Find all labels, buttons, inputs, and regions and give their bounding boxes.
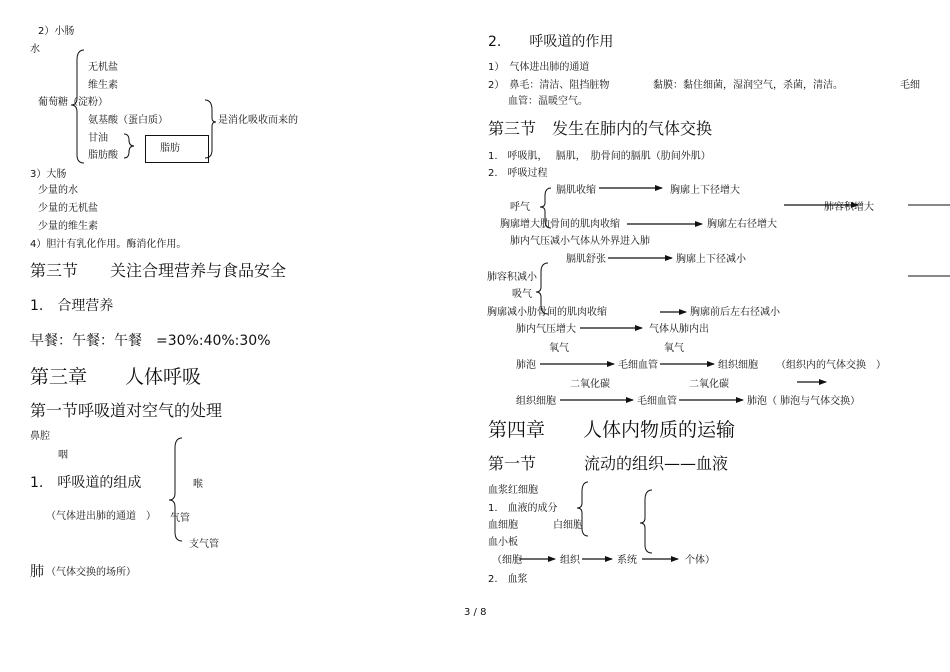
chapter4-title: 第四章 人体内物质的运输 [488,419,736,441]
bile-note: 4）胆汁有乳化作用。酶消化作用。 [30,239,187,250]
blood-cell-label: 血细胞 [488,520,518,531]
little-salt-label: 少量的无机盐 [38,203,98,214]
thorax-front-down-label: 胸廓前后左右径减小 [690,307,780,318]
function-item-2-capillary: 毛细 [900,80,920,91]
function-item-2-blood-vessel: 血管：温暖空气。 [508,96,588,107]
glycerol-brace [124,134,134,158]
pressure-up-label: 肺内气压增大 [516,324,576,335]
thorax-vertical-down-label: 胸廓上下径减小 [676,254,746,265]
fatty-acid-label: 脂肪酸 [88,150,118,161]
inhale-label: 呼气 [510,202,530,213]
large-intestine-heading: 3）大肠 [30,169,67,180]
section3-title: 第三节 关注合理营养与食品安全 [30,261,287,280]
little-water-label: 少量的水 [38,185,78,196]
respiratory-muscles: 1. 呼吸肌， 膈肌， 肋骨间的膈肌（肋间外肌） [488,151,711,162]
glucose-label: 葡萄糖（淀粉） [38,97,108,108]
white-blood-cell-label: 白细胞 [553,520,583,531]
blood-components-heading: 1. 血液的成分 [488,503,558,514]
lung-volume-up-label: 肺容积增大 [824,202,874,213]
co2-label-2: 二氧化碳 [689,379,729,390]
intercostal-relax-label: 胸廓减小肋骨间的肌肉收缩 [487,307,607,318]
lung-volume-down-label: 肺容积减小 [487,272,537,283]
system-label: 系统 [617,555,637,566]
breathing-process-heading: 2. 呼吸过程 [488,168,548,179]
oxygen-label-1: 氧气 [549,343,569,354]
tissue-cell-label-2: 组织细胞 [516,396,556,407]
glycerol-label: 甘油 [88,133,108,144]
pharynx-label: 咽 [58,450,68,461]
airway-composition-heading: 1. 呼吸道的组成 [30,475,142,491]
trachea-label: 气管 [170,513,190,524]
capillary-label-2: 毛细血管 [637,396,677,407]
gas-out-label: 气体从肺内出 [649,324,709,335]
lung-note: （气体交换的场所） [46,567,136,578]
water-label: 水 [30,44,40,55]
capillary-label-1: 毛细血管 [618,360,658,371]
intercostal-contract-label: 胸廓增大肋骨间的肌肉收缩 [500,219,620,230]
thorax-vertical-up-label: 胸廓上下径增大 [670,185,740,196]
blood-cells-brace [640,490,652,553]
meal-ratio: 早餐：午餐：午餐 =30%:40%:30% [30,333,271,349]
digestion-products-note: 是消化吸收而来的 [218,115,298,126]
individual-label: 个体） [685,555,715,566]
lung-label: 肺 [30,564,44,580]
section1-title: 第一节呼吸道对空气的处理 [30,401,223,420]
bronchus-label: 支气管 [189,539,219,550]
reasonable-nutrition-heading: 1. 合理营养 [30,298,114,314]
tissue-gas-exchange-note: （组织内的气体交换 ） [776,360,886,371]
page-number: 3 / 8 [464,607,487,618]
function-item-2: 2） 鼻毛：清洁、阻挡脏物 [488,80,610,91]
diaphragm-contract-label: 膈肌收缩 [556,185,596,196]
tissue-cell-label-1: 组织细胞 [718,360,758,371]
nasal-cavity-label: 鼻腔 [30,431,50,442]
co2-label-1: 二氧化碳 [570,379,610,390]
tissue-label: 组织 [560,555,580,566]
function-item-2-mucosa: 黏膜：黏住细菌，湿润空气，杀菌，清洁。 [653,80,843,91]
alveoli-exchange-note: 肺泡（ 肺泡与气体交换） [747,396,861,407]
platelet-label: 血小板 [488,537,518,548]
function-item-1: 1） 气体进出肺的通道 [488,62,590,73]
chapter3-title: 第三章 人体呼吸 [30,366,202,388]
exhale-label: 吸气 [512,289,532,300]
airway-brace [169,438,182,541]
vitamin-label: 维生素 [88,80,118,91]
larynx-label: 喉 [193,479,203,490]
alveoli-label-1: 肺泡 [516,360,536,371]
inorganic-salt-label: 无机盐 [88,62,118,73]
oxygen-label-2: 氧气 [664,343,684,354]
plasma-rbc-label: 血浆红细胞 [488,485,538,496]
gas-exchange-section-title: 第三节 发生在肺内的气体交换 [488,119,713,138]
airway-function-title: 2. 呼吸道的作用 [488,34,614,50]
little-vitamin-label: 少量的维生素 [38,221,98,232]
pressure-down-label: 肺内气压减小气体从外界进入肺 [510,236,650,247]
airway-note: （气体进出肺的通道 ） [46,511,156,522]
amino-acid-label: 氨基酸（蛋白质） [88,115,168,126]
plasma-heading: 2. 血浆 [488,574,528,585]
fat-label: 脂肪 [160,143,180,154]
cell-label: （细胞 [492,555,522,566]
small-intestine-heading: 2）小肠 [38,26,75,37]
blood-section-title: 第一节 流动的组织——血液 [488,454,729,473]
thorax-lateral-up-label: 胸廓左右径增大 [707,219,777,230]
diaphragm-relax-label: 膈肌舒张 [566,254,606,265]
